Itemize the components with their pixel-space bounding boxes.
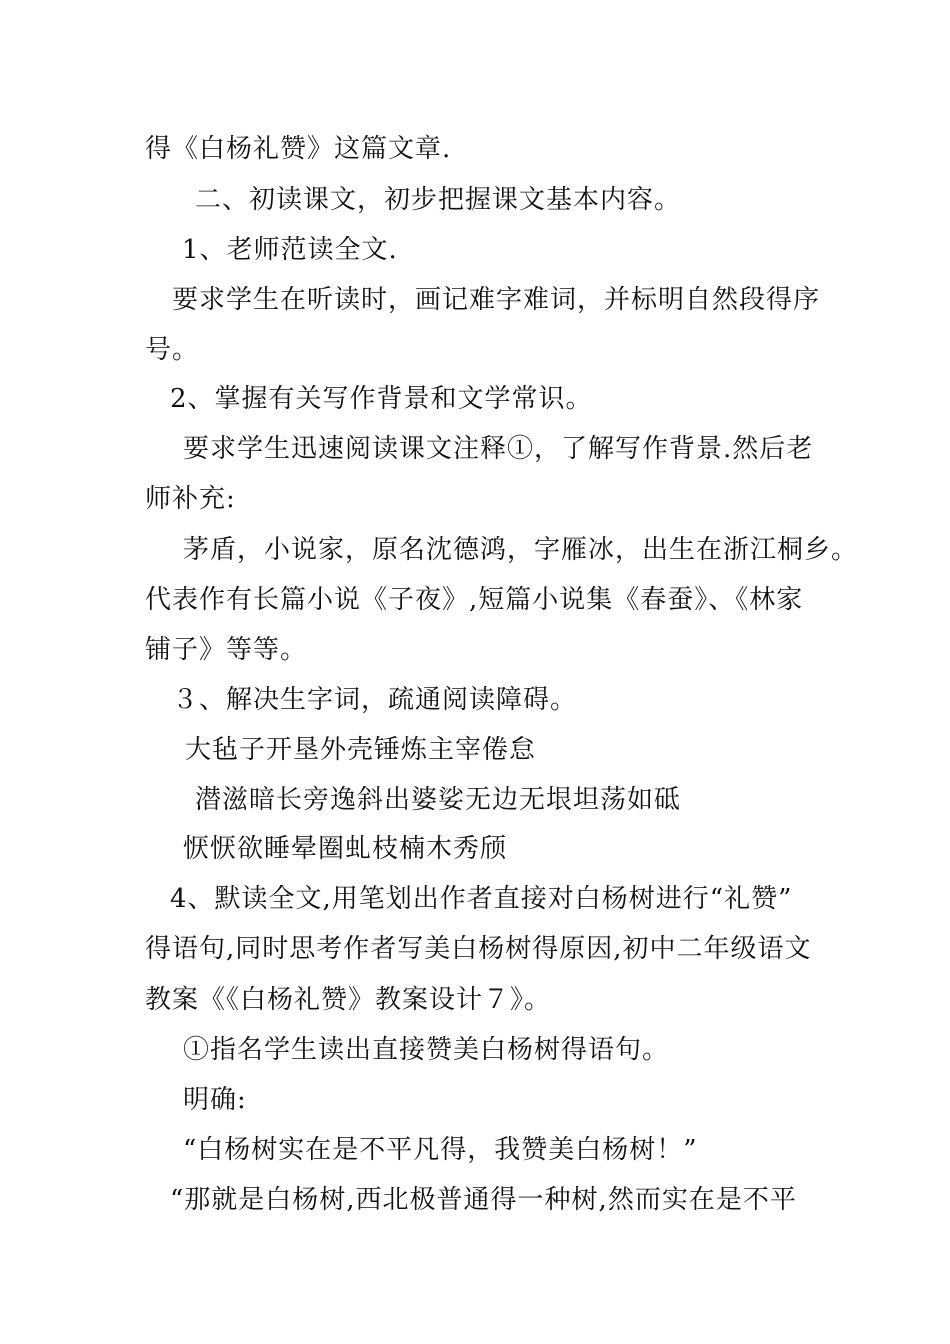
text-line: 得语句,同时思考作者写美白杨树得原因,初中二年级语文: [145, 934, 812, 964]
vocabulary-line: 大毡子开垦外壳锤炼主宰倦怠: [185, 735, 537, 765]
quote-line: “白杨树实在是不平凡得，我赞美白杨树！”: [183, 1135, 698, 1165]
text-line: 得《白杨礼赞》这篇文章.: [145, 134, 452, 164]
list-item-heading: ３、解决生字词，疏通阅读障碍。: [172, 685, 578, 715]
text-line: ①指名学生读出直接赞美白杨树得语句。: [183, 1035, 670, 1065]
section-heading: 二、初读课文，初步把握课文基本内容。: [195, 185, 682, 215]
quote-line: “那就是白杨树,西北极普通得一种树,然而实在是不平: [170, 1185, 797, 1215]
text-line: 茅盾，小说家，原名沈德鸿，字雁冰，出生在浙江桐乡。: [183, 535, 859, 565]
list-item-heading: 4、默读全文,用笔划出作者直接对白杨树进行“礼赞”: [170, 884, 793, 914]
list-item-heading: 1、老师范读全文.: [182, 235, 398, 265]
text-line: 号。: [145, 335, 200, 365]
text-line: 要求学生迅速阅读课文注释①，了解写作背景.然后老: [183, 434, 814, 464]
text-line: 明确:: [183, 1085, 247, 1115]
text-line: 师补充:: [145, 484, 236, 514]
text-line: 教案《《白杨礼赞》教案设计７》。: [145, 985, 552, 1015]
vocabulary-line: 潜滋暗长旁逸斜出婆娑无边无垠坦荡如砥: [195, 785, 682, 815]
list-item-heading: 2、掌握有关写作背景和文学常识。: [170, 384, 593, 414]
text-line: 要求学生在听读时，画记难字难词，并标明自然段得序: [172, 285, 821, 315]
text-line: 铺子》等等。: [145, 635, 308, 665]
vocabulary-line: 恹恹欲睡晕圈虬枝楠木秀颀: [183, 834, 508, 864]
text-line: 代表作有长篇小说《子夜》,短篇小说集《春蚕》、《林家: [145, 585, 804, 615]
